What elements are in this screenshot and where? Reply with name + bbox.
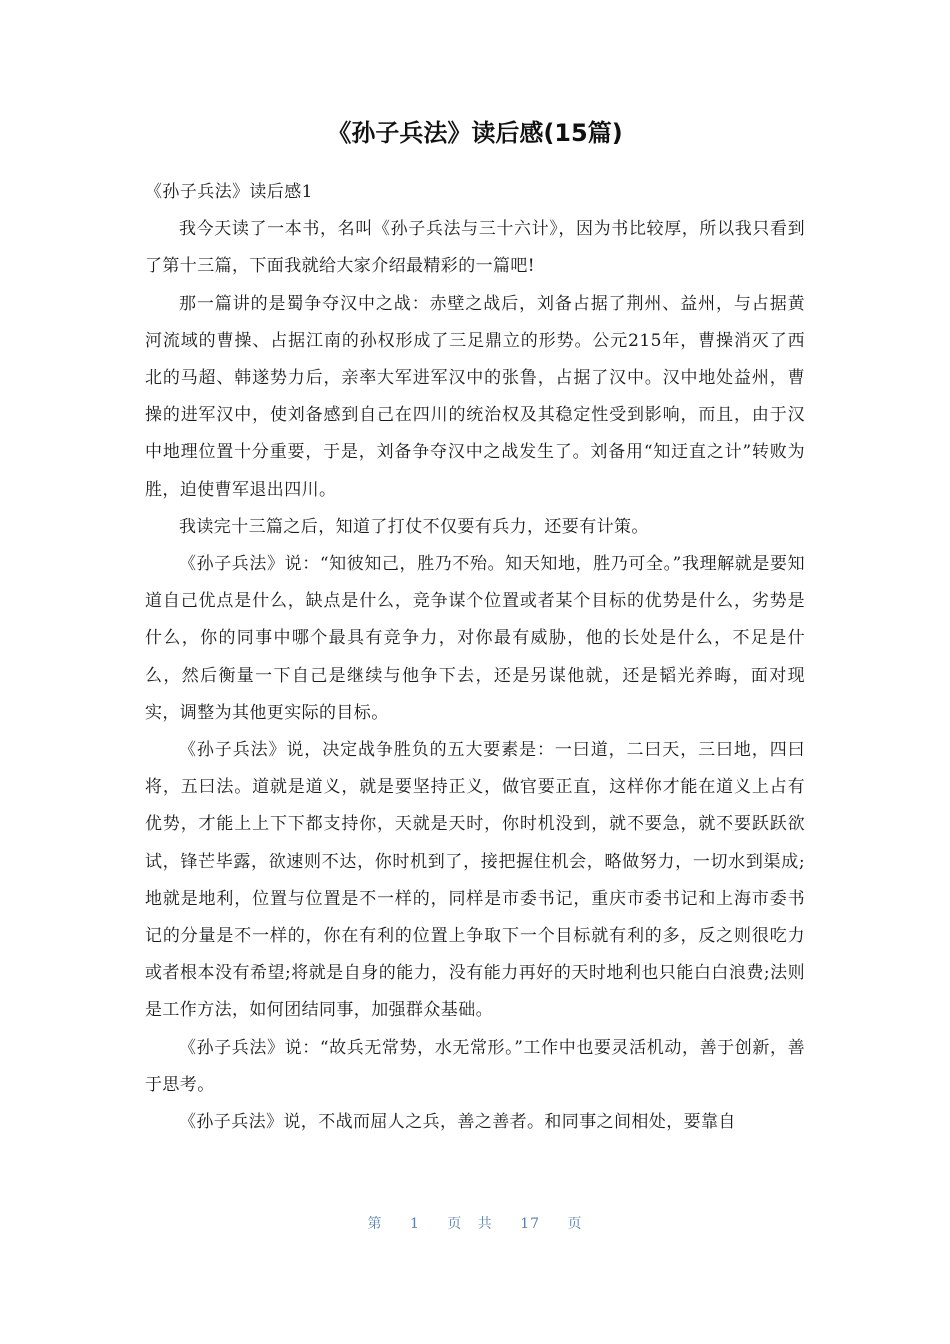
paragraph: 《孙子兵法》说：“故兵无常势，水无常形。”工作中也要灵活机动，善于创新，善于思考。 [145,1037,805,1095]
paragraph: 《孙子兵法》说：“知彼知己，胜乃不殆。知天知地，胜乃可全。”我理解就是要知道自己优点是什么，缺点是什么，竞争谋个位置或者某个目标的优势是什么，劣势是什么，你的同事中哪个最具有竞争力，对你最有威胁，他的长处是什么，不足是什么，然后衡量一下自己是继续与他争下去，还是另谋他就，还是韬光养晦，面对现实，调整为其他更实际的目标。 [145,554,805,723]
document-body [145,174,805,1141]
document-title: 《孙子兵法》读后感(15篇) [327,119,623,147]
paragraph: 《孙子兵法》说，决定战争胜负的五大要素是：一曰道，二曰天，三曰地，四曰将，五曰法。道就是道义，就是要坚持正义，做官要正直，这样你才能在道义上占有优势，才能上上下下都支持你，天就是天时，你时机没到，就不要急，就不要跃跃欲试，锋芒毕露，欲速则不达，你时机到了，接把握住机会，略做努力，一切水到渠成;地就是地利，位置与位置是不一样的，同样是市委书记，重庆市委书记和上海市委书记的分量是不一样的，你在有利的位置上争取下一个目标就有利的多，反之则很吃力或者根本没有希望;将就是自身的能力，没有能力再好的天时地利也只能白白浪费;法则是工作方法，如何团结同事，加强群众基础。 [145,740,805,1021]
page-label-suffix: 页 [567,1216,583,1232]
paragraph: 我读完十三篇之后，知道了打仗不仅要有兵力，还要有计策。 [179,516,649,537]
section-heading: 《孙子兵法》读后感1 [145,182,313,202]
current-page-number: 1 [409,1216,420,1232]
page-label-mid: 页 共 [447,1216,493,1232]
paragraph: 那一篇讲的是蜀争夺汉中之战：赤壁之战后，刘备占据了荆州、益州，与占据黄河流域的曹操、占据江南的孙权形成了三足鼎立的形势。公元215年，曹操消灭了西北的马超、韩遂势力后，亲率大军进军汉中的张鲁，占据了汉中。汉中地处益州，曹操的进军汉中，使刘备感到自己在四川的统治权及其稳定性受到影响，而且，由于汉中地理位置十分重要，于是，刘备争夺汉中之战发生了。刘备用“知迂直之计”转败为胜，迫使曹军退出四川。 [145,293,805,500]
paragraph: 《孙子兵法》说，不战而屈人之兵，善之善者。和同事之间相处，要靠自 [179,1112,736,1133]
page-label-prefix: 第 [367,1216,383,1232]
paragraph: 我今天读了一本书，名叫《孙子兵法与三十六计》，因为书比较厚，所以我只看到了第十三篇，下面我就给大家介绍最精彩的一篇吧! [145,219,805,277]
total-pages-number: 17 [520,1216,541,1232]
page-footer [0,1210,950,1238]
